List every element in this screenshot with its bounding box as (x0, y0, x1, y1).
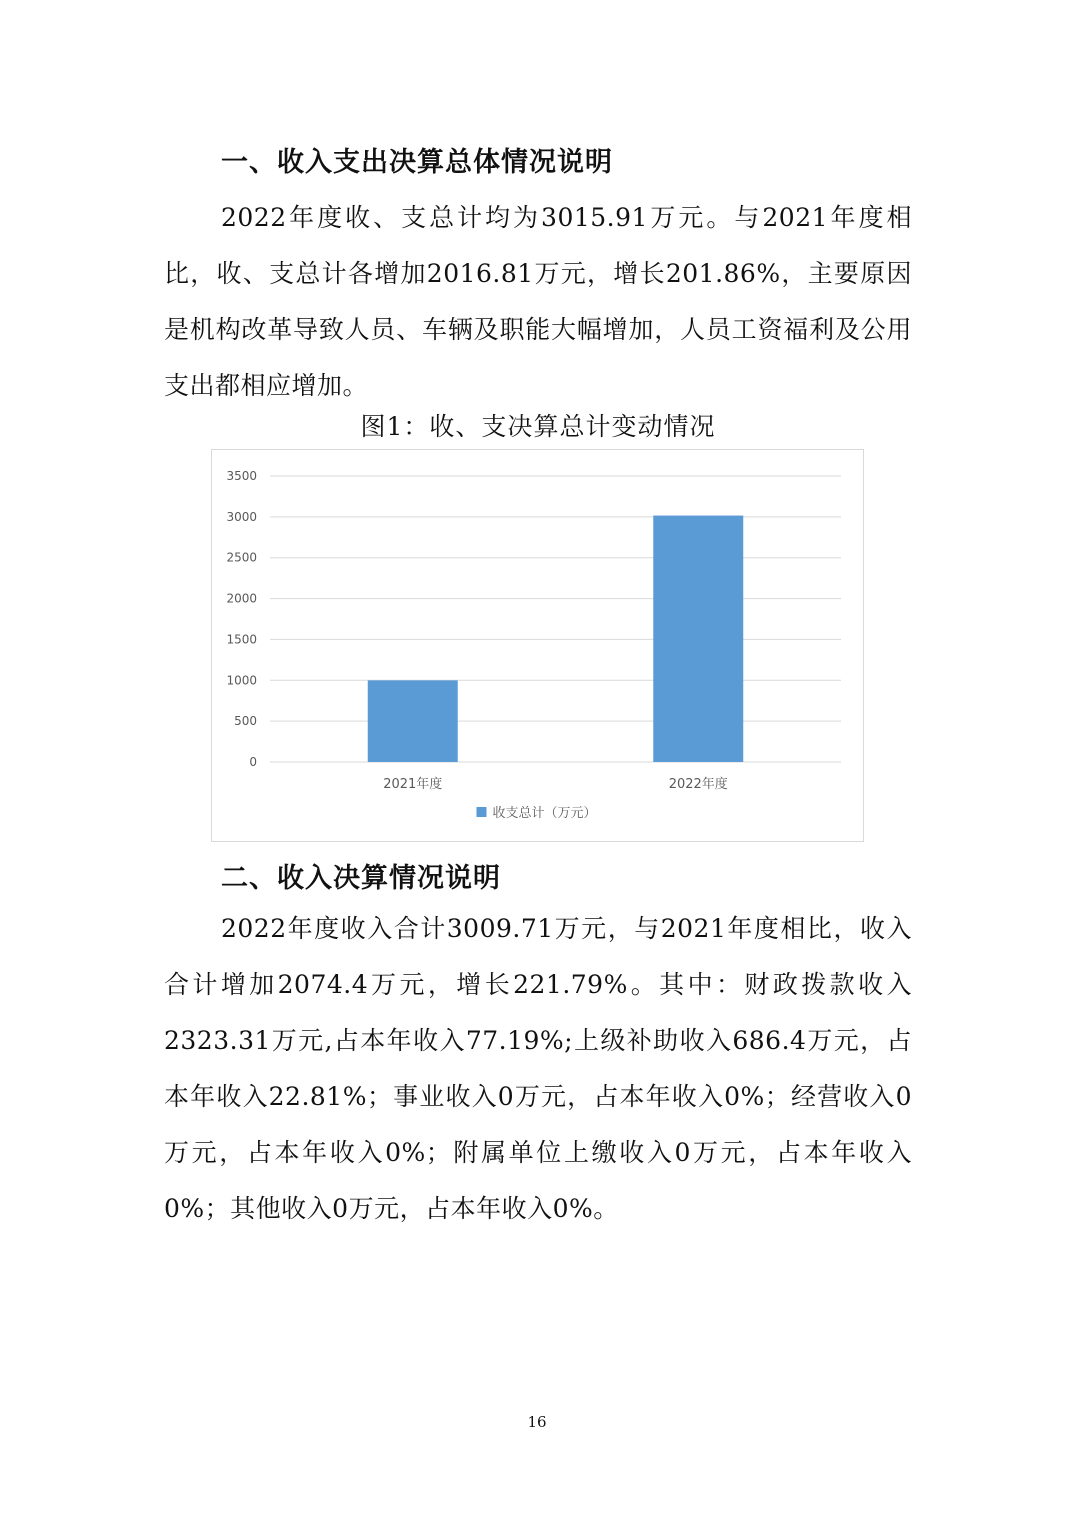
y-tick-label: 2500 (226, 550, 257, 565)
legend-label: 收支总计（万元） (492, 806, 597, 821)
bar-1 (653, 516, 743, 762)
section2-paragraph: 2022年度收入合计3009.71万元，与2021年度相比，收入合计增加2074.4万元，增长221.79%。其中：财政拨款收入2323.31万元,占本年收入77.19%;上级补助收入686.4万元，占本年收入22.81%；事业收入0万元，占本年收入0%；经营收入0万元，占本年收入0%；附属单位上缴收入0万元，占本年收入0%；其他收入0万元，占本年收入0%。 (164, 914, 912, 1223)
bar-chart-svg (212, 450, 863, 841)
x-tick-label: 2021年度 (383, 777, 443, 792)
section1-paragraph: 2022年度收、支总计均为3015.91万元。与2021年度相比，收、支总计各增加2016.81万元，增长201.86%，主要原因是机构改革导致人员、车辆及职能大幅增加，人员工资福利及公用支出都相应增加。 (164, 203, 912, 400)
y-tick-label: 1000 (226, 673, 257, 688)
y-tick-label: 3500 (226, 469, 257, 483)
x-tick-label: 2022年度 (668, 777, 728, 792)
section2-heading: 二、收入决算情况说明 (221, 863, 501, 894)
legend-swatch (476, 807, 486, 817)
bar-0 (368, 680, 458, 762)
y-tick-label: 2000 (226, 591, 257, 606)
figure-caption: 图1：收、支决算总计变动情况 (360, 412, 716, 441)
y-tick-label: 1500 (226, 632, 257, 647)
y-tick-label: 500 (234, 714, 257, 729)
page-number: 16 (527, 1413, 547, 1431)
section1-heading: 一、收入支出决算总体情况说明 (221, 147, 613, 178)
bar-chart (211, 449, 864, 842)
y-tick-label: 0 (249, 755, 257, 769)
y-tick-label: 3000 (226, 509, 257, 524)
